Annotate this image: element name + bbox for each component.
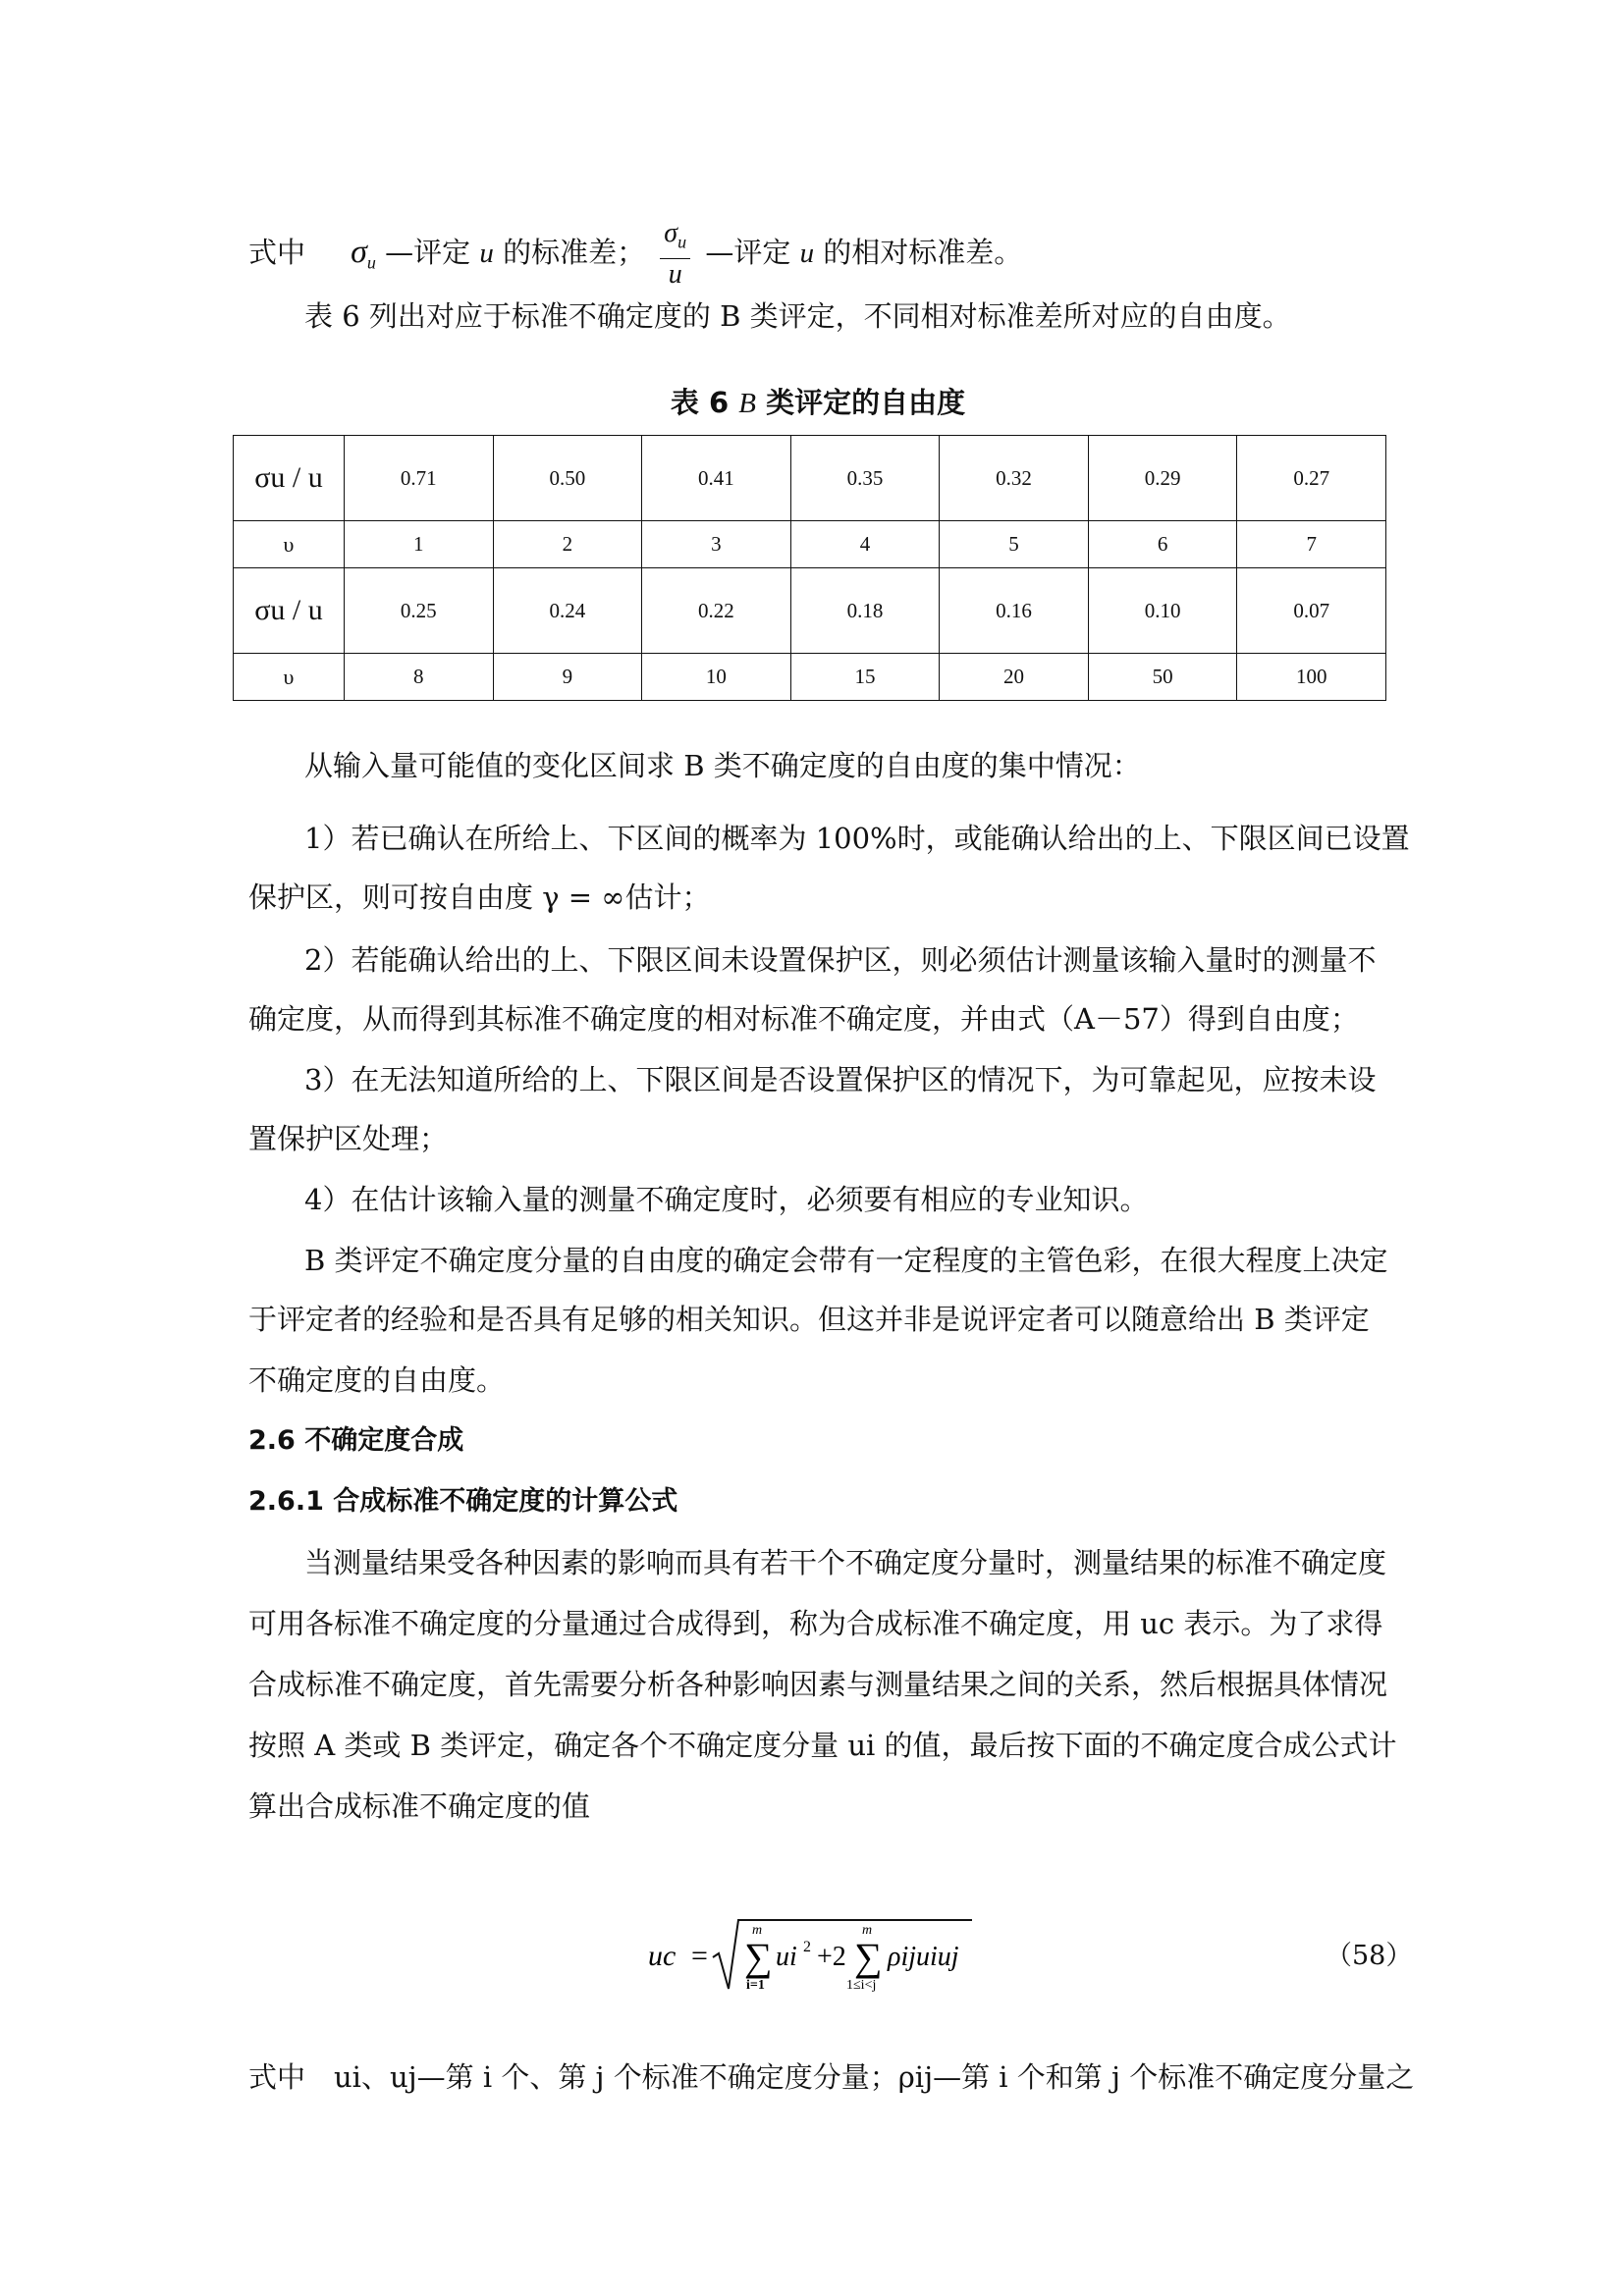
dof-table [233,435,1386,701]
paragraph-line: 可用各标准不确定度的分量通过合成得到，称为合成标准不确定度，用 uc 表示。为了求得 [248,1607,1383,1640]
sum-sign-1: ∑ [744,1935,773,1979]
table-cell: 0.35 [790,436,940,521]
table-cell: 15 [790,654,940,701]
table-row [234,521,1386,568]
paragraph-line: 4）在估计该输入量的测量不确定度时，必须要有相应的专业知识。 [304,1183,1149,1216]
subsection-heading: 2.6.1 合成标准不确定度的计算公式 [248,1486,678,1517]
paragraph-line: 算出合成标准不确定度的值 [248,1789,591,1823]
paragraph-line: 2）若能确认给出的上、下限区间未设置保护区，则必须估计测量该输入量时的测量不 [304,943,1377,977]
definition-line [248,218,1387,291]
sigma-symbol: σ [351,233,367,270]
table-cell: 50 [1088,654,1237,701]
prefix-text: 式中 [248,235,306,269]
section-heading: 2.6 不确定度合成 [248,1425,464,1456]
table-cell: 20 [940,654,1089,701]
paragraph-line: 式中 ui、uj—第 i 个、第 j 个标准不确定度分量；ρij—第 i 个和第 j 个标准不确定度分量之 [248,2060,1415,2094]
paragraph-line: 按照 A 类或 B 类评定，确定各个不确定度分量 ui 的值，最后按下面的不确定度合成公式计 [248,1729,1397,1762]
caption-label: 表 6 [670,386,739,419]
table-cell: 0.41 [642,436,791,521]
table-cell: 1 [345,521,494,568]
formula-term2: ρijuiuj [888,1942,959,1972]
table-cell: 8 [345,654,494,701]
table-row [234,568,1386,654]
table-cell: 2 [493,521,642,568]
table-cell: 0.22 [642,568,791,654]
row-header-nu: υ [234,654,345,701]
table-cell: 0.71 [345,436,494,521]
row-header-nu: υ [234,521,345,568]
sum-top-1: m [752,1923,763,1938]
sigma-subscript: u [366,252,376,273]
paragraph-line: 于评定者的经验和是否具有足够的相关知识。但这并非是说评定者可以随意给出 B 类评定 [248,1303,1370,1336]
def-text-3: —评定 [705,235,791,269]
paragraph-line: 确定度，从而得到其标准不确定度的相对标准不确定度，并由式（A－57）得到自由度； [248,1002,1359,1036]
table-cell: 0.27 [1237,436,1386,521]
paragraph-line: 当测量结果受各种因素的影响而具有若干个不确定度分量时，测量结果的标准不确定度 [304,1546,1387,1579]
table-cell: 5 [940,521,1089,568]
table-cell: 0.24 [493,568,642,654]
table-cell: 100 [1237,654,1386,701]
table-cell: 4 [790,521,940,568]
table-cell: 0.07 [1237,568,1386,654]
paragraph-line: 从输入量可能值的变化区间求 B 类不确定度的自由度的集中情况： [304,749,1141,782]
paragraph-line: 置保护区处理； [248,1122,449,1155]
u-var-2: u [799,237,815,269]
paragraph-line: 不确定度的自由度。 [248,1363,506,1397]
caption-title: 类评定的自由度 [755,386,966,419]
equation-number: （58） [1326,1941,1413,1971]
table-cell: 0.29 [1088,436,1237,521]
table-caption [248,383,1387,423]
formula-plus: +2 [817,1942,846,1972]
paragraph-line: 1）若已确认在所给上、下区间的概率为 100%时，或能确认给出的上、下限区间已设置 [304,822,1410,855]
def-text-4: 的相对标准差。 [823,235,1023,269]
table-cell: 0.32 [940,436,1089,521]
table-cell: 9 [493,654,642,701]
def-text-2: 的标准差； [503,235,646,269]
formula-term1-sup: 2 [803,1939,811,1955]
u-var: u [479,237,494,269]
table-row [234,436,1386,521]
table-intro-line: 表 6 列出对应于标准不确定度的 B 类评定，不同相对标准差所对应的自由度。 [304,299,1291,333]
row-header-ratio: σu / u [234,568,345,654]
formula-eq: = [691,1940,708,1972]
paragraph-line: 合成标准不确定度，首先需要分析各种影响因素与测量结果之间的关系，然后根据具体情况 [248,1668,1388,1701]
table-cell: 0.16 [940,568,1089,654]
sum-sign-2: ∑ [854,1935,883,1979]
table-cell: 7 [1237,521,1386,568]
sum-bottom-2: 1≤i<j [846,1978,877,1993]
table-cell: 0.10 [1088,568,1237,654]
table-cell: 0.25 [345,568,494,654]
frac-sigma: σ [664,218,678,248]
table-row [234,654,1386,701]
frac-denominator: u [668,258,682,290]
table-cell: 0.50 [493,436,642,521]
row-header-ratio: σu / u [234,436,345,521]
relative-std-fraction [660,218,690,291]
paragraph-line: 3）在无法知道所给的上、下限区间是否设置保护区的情况下，为可靠起见，应按未设 [304,1063,1377,1096]
def-text-1: —评定 [385,235,471,269]
table-cell: 0.18 [790,568,940,654]
table-cell: 10 [642,654,791,701]
sum-bottom-1: i=1 [746,1978,765,1993]
frac-sub: u [677,232,687,252]
combined-uncertainty-formula [648,1916,972,1995]
paragraph-line: 保护区，则可按自由度 γ = ∞估计； [248,881,711,914]
sum-top-2: m [862,1923,873,1938]
formula-lhs: uc [648,1940,677,1972]
paragraph-line: B 类评定不确定度分量的自由度的确定会带有一定程度的主管色彩，在很大程度上决定 [304,1244,1388,1277]
formula-term1: ui [776,1942,797,1972]
caption-b: B [738,388,756,419]
table-cell: 6 [1088,521,1237,568]
table-cell: 3 [642,521,791,568]
